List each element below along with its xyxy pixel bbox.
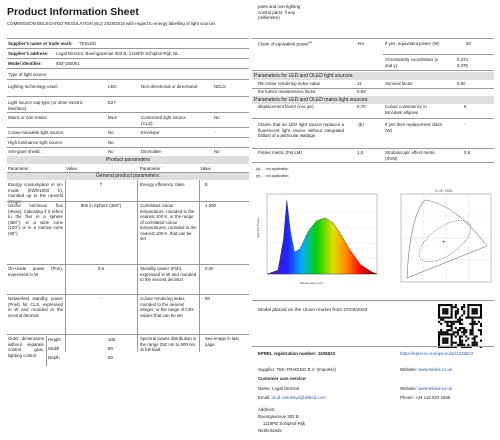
m1-value2: 6 [464, 104, 467, 109]
claim-power-param: Claim of equivalent power$^{(a)}$ [258, 40, 313, 47]
cie-point: + [442, 240, 446, 246]
dims-depth-key: Depth [48, 355, 60, 360]
eprel-value: 1536623 [317, 351, 336, 356]
g3-param2: Standby power (Psb), expressed in W and rounded to the second decimal [140, 266, 197, 282]
model-label: Model identifier: [8, 61, 42, 66]
dims-width-value: 60 [108, 346, 113, 351]
type-row-0-value2: NDLS [214, 84, 226, 89]
contact-supplier: Supplier: TEK-TRADING B.V. (Importer) [258, 367, 336, 372]
chart-y-label: Spectral Power [256, 217, 260, 238]
led2-value: 0,93 [357, 89, 366, 94]
col-header-value-2: Value [200, 166, 211, 171]
cie-chart [395, 186, 495, 288]
type-row-0-value: LED [108, 84, 117, 89]
type-row-3-key: Colour-tuneable light source: [8, 130, 65, 135]
g1-param2: Energy efficiency class [140, 182, 185, 187]
m3-param: Flicker metric (Pst LM) [258, 150, 302, 155]
type-row-5-value2: No [214, 149, 220, 154]
market-date: Model placed on the Union market from 27/03/2023 [258, 308, 368, 313]
dims-continued: parts and non-lighting control parts, if any (millimetre) [258, 4, 301, 20]
type-row-2-key: Mains or non-mains: [8, 115, 48, 120]
g3-value2: 0,00 [205, 266, 214, 271]
col-header-value: Value [66, 166, 77, 171]
contact-name: Name: Legal Director [258, 386, 300, 391]
dims-height-value: 105 [108, 337, 116, 342]
m3-value2: 0,9 [464, 150, 471, 155]
chart-x-label: Wavelength (nm) [300, 281, 323, 285]
chroma-value: 0,374 0,375 [457, 57, 468, 68]
g4-value2: 80 [205, 296, 210, 301]
led1-value2: 0,90 [457, 81, 466, 86]
address-line-2: 1119PD Schiphol-Rijk [263, 421, 306, 426]
spectral-distribution-chart [255, 188, 383, 288]
claim-power-value: Yes [357, 41, 365, 46]
g4-param: Networked standby power (Pnet) for CLS, expressed in W and rounded to the second decimal [8, 296, 63, 318]
g2-value2: 4 000 [205, 203, 216, 208]
g2-param2: Correlated colour temperature, rounded to the nearest 100 K, or the range of correlated colour temperatures, rounded to the nearest 100 K, that can be set [140, 203, 197, 241]
led1-value: 11 [357, 81, 362, 86]
address-line-1: Boeingavenue 303 B [258, 414, 299, 419]
type-row-5-key2: Dimmable: [141, 149, 162, 154]
dims-depth-value: 60 [108, 355, 113, 360]
g4-param2: Colour rendering index, rounded to the nearest integer, or the range of CRI-values that can be set [140, 296, 195, 318]
m1-param2: Colour consistency in McAdam ellipses [385, 104, 427, 115]
g3-param: On-mode power (Pon), expressed in W [8, 266, 63, 277]
m2-value: -(b) [357, 122, 364, 127]
dims-param: Outer dimensions without separate control gear, lighting control [8, 336, 44, 358]
m2-param2: If yes then replacement claim (W) [385, 122, 443, 133]
customer-care-label: Customer care service: [258, 376, 307, 381]
contact-phone: Phone: +44 115 922 1605 [400, 395, 451, 400]
type-row-2-value: MLS [108, 115, 118, 120]
g1-value: 7 [99, 182, 103, 187]
type-row-1-value: E27 [108, 100, 116, 105]
website-link-2[interactable]: www.tekled.co.uk [418, 386, 453, 391]
g2-value: 806 in Sphere (360°) [80, 203, 122, 208]
supplier-label: Supplier's name or trade mark: [8, 41, 73, 46]
dims-width-key: Width [48, 346, 60, 351]
type-row-0-key2: Non-directional or directional: [141, 84, 199, 89]
m2-param: Claims that an LED light source replaces a fluorescent light source without integrated ballast of a particular wattage. [258, 122, 344, 138]
address-line-3: Netherlands [258, 428, 282, 433]
dims-height-key: Height [48, 337, 61, 342]
type-header: Type of light source: [8, 72, 48, 77]
website-link[interactable]: www.tekled.co.uk [418, 367, 453, 372]
dims-param2: Spectral power distribution in the range 250 nm to 800 nm, at full-load [140, 336, 197, 352]
m1-param: displacement factor (cos φ1) [258, 104, 314, 109]
col-header-parameter-2: Parameter [140, 166, 161, 171]
general-params-header: General product parameters: [7, 173, 249, 180]
supplier-value: TEKLED [79, 41, 97, 46]
m3-value: 1,0 [357, 150, 364, 155]
mains-params-header: Parameters for LED and OLED mains light sources: [252, 96, 494, 104]
g4-value: - [100, 296, 102, 301]
note-b: (b) - : not applicable; [256, 174, 289, 178]
contact-website: Website: www.tekled.co.uk [400, 367, 453, 372]
led1-param2: Survival factor [385, 81, 413, 86]
m3-param2: Stroboscopic effect metric (SVM) [385, 150, 436, 161]
type-row-3-value: No [108, 130, 114, 135]
type-row-3-value2: - [214, 130, 216, 135]
qr-code-icon [438, 304, 482, 348]
regulation-text: COMMISSION DELEGATED REGULATION (EU) 2019/2015 with regard to energy labelling of light sources [7, 21, 216, 26]
type-row-0-key: Lighting technology used: [8, 84, 58, 89]
g1-param: Energy consumption in on-mode (kWh/1000 h), rounded up to the nearest integer [8, 182, 63, 204]
type-row-5-value: No [108, 149, 114, 154]
type-row-4-value: No [108, 140, 114, 145]
contact-email: Email: ruud.celmkaya@tekled.com [258, 395, 326, 400]
g2-param: Useful luminous flux (Φuse), indicating if it refers to the flux in a sphere (360°), in a wide cone (120°) or in a narrow cone (90°) [8, 203, 63, 236]
led1-param: R9 colour rendering index value [258, 81, 320, 86]
type-row-4-key: High luminance light source: [8, 140, 64, 145]
g3-value: 6,5 [97, 266, 105, 271]
page-title: Product Information Sheet [7, 6, 139, 18]
m1-value: 0,70 [357, 104, 366, 109]
eprel-link[interactable]: https://eprel.ec.europa.eu/qr/1536623 [400, 351, 474, 356]
col-header-parameter: Parameter [8, 166, 29, 171]
type-row-5-key: Anti-glare shield: [8, 149, 41, 154]
model-value: 583-150091 [56, 61, 80, 66]
chroma-param: Chromaticity coordinates (x and y) [385, 57, 439, 68]
type-row-3-key2: Envelope: [141, 130, 161, 135]
m2-value2: - [464, 122, 466, 127]
led2-param: the lumen maintenance factor [258, 89, 316, 94]
address-value: Legal Director, Boeingavenue 303 B, 1119PD Schiphol-Rijk, NL [56, 51, 179, 56]
eprel-label: EPREL registration number: 1536623 [258, 351, 336, 356]
g1-value2: E [205, 182, 208, 187]
cie-title: C.I.E. 1931 [435, 189, 453, 193]
note-a: (a) - : not applicable; [256, 167, 289, 171]
claim-power-value2: 60 [466, 41, 471, 46]
contact-website-2: Website: www.tekled.co.uk [400, 386, 453, 391]
dims-value2: See image in last page [205, 336, 239, 347]
address-label: Supplier's address: [8, 51, 49, 56]
email-link[interactable]: ruud.celmkaya@tekled.com [271, 395, 326, 400]
address-heading: Address: [258, 407, 276, 412]
type-row-2-key2: Connected light source (CLS): [141, 115, 186, 126]
claim-power-param2: If yes, equivalent power (W) [385, 41, 440, 46]
product-params-header: Product parameters [7, 156, 249, 164]
led-params-header: Parameters for LED and OLED light sources: [252, 72, 494, 80]
type-row-2-value2: No [214, 115, 220, 120]
type-row-1-key: Light source cap-type (or other electric interface) [8, 100, 83, 111]
